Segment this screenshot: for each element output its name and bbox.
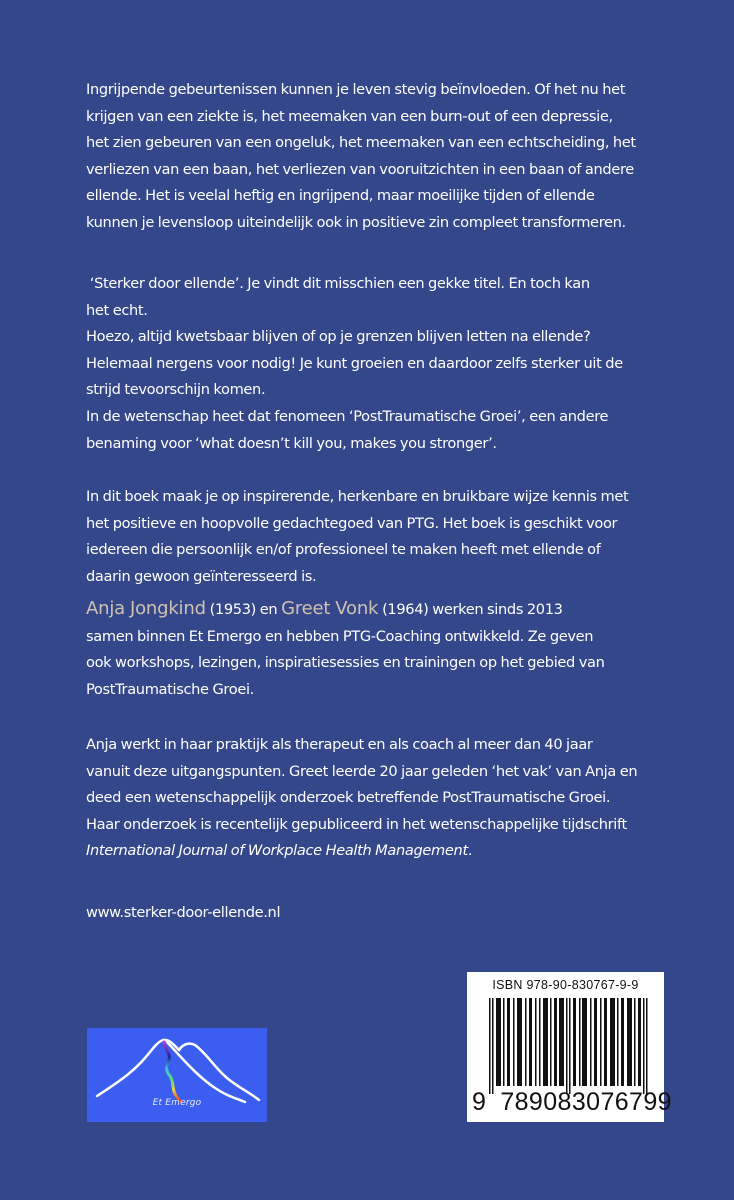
isbn-barcode	[467, 972, 672, 1122]
text-line: Ingrijpende gebeurtenissen kunnen je leven stevig beïnvloeden. Of het nu het	[86, 81, 626, 98]
text-line: kunnen je levensloop uiteindelijk ook in positieve zin compleet transformeren.	[86, 213, 626, 231]
text-line: ellende. Het is veelal heftig en ingrijpend, maar moeilijke tijden of ellende	[86, 187, 595, 205]
text-line: Anja werkt in haar praktijk als therapeut en als coach al meer dan 40 jaar	[86, 736, 593, 753]
text-line: verliezen van een baan, het verliezen van vooruitzichten in een baan of andere	[86, 160, 634, 178]
isbn-digits	[472, 1088, 672, 1116]
isbn-first-digit: 9	[472, 1088, 487, 1116]
text-line: PostTraumatische Groei.	[86, 680, 254, 698]
author-name-anja: Anja Jongkind	[86, 598, 206, 619]
barcode-icon	[489, 998, 657, 1094]
intro-paragraph	[86, 77, 686, 237]
text-line: benaming voor ‘what doesn’t kill you, makes you stronger’.	[86, 434, 497, 452]
text-line: daarin gewoon geïnteresseerd is.	[86, 567, 317, 585]
text-line: Helemaal nergens voor nodig! Je kunt groeien en daardoor zelfs sterker uit de	[86, 354, 623, 372]
authors-background-paragraph	[86, 732, 686, 865]
journal-title: International Journal of Workplace Health Management	[86, 842, 468, 860]
journal-line	[86, 838, 686, 865]
text-line: ook workshops, lezingen, inspiratiesessies en trainingen op het gebied van	[86, 654, 605, 672]
author-year-text: (1953) en	[205, 601, 282, 618]
text-line: het zien gebeuren van een ongeluk, het meemaken van een echtscheiding, het	[86, 134, 636, 152]
authors-first-line	[86, 596, 686, 624]
text-line: vanuit deze uitgangspunten. Greet leerde 20 jaar geleden ‘het vak’ van Anja en	[86, 762, 638, 780]
text-line: iedereen die persoonlijk en/of professioneel te maken heeft met ellende of	[86, 541, 601, 559]
text-line: het echt.	[86, 301, 148, 319]
text-line: In dit boek maak je op inspirerende, herkenbare en bruikbare wijze kennis met	[86, 488, 629, 505]
text-line: deed een wetenschappelijk onderzoek betreffende PostTraumatische Groei.	[86, 789, 611, 807]
author-name-greet: Greet Vonk	[281, 598, 379, 619]
book-description-paragraph	[86, 484, 686, 590]
logo-text: Et Emergo	[152, 1098, 202, 1108]
text-line: ‘Sterker door ellende’. Je vindt dit misschien een gekke titel. En toch kan	[86, 275, 590, 292]
text-line: strijd tevoorschijn komen.	[86, 381, 266, 399]
text-line: krijgen van een ziekte is, het meemaken van een burn-out of een depressie,	[86, 107, 613, 125]
et-emergo-logo	[87, 1028, 267, 1122]
isbn-number: 789083076799	[500, 1088, 672, 1116]
author-year-text: (1964) werken sinds 2013	[378, 601, 563, 618]
authors-paragraph	[86, 596, 686, 703]
journal-period: .	[467, 842, 473, 860]
title-explanation-paragraph	[86, 271, 686, 457]
text-line: Haar onderzoek is recentelijk gepubliceerd in het wetenschappelijke tijdschrift	[86, 815, 627, 833]
text-line: samen binnen Et Emergo en hebben PTG-Coaching ontwikkeld. Ze geven	[86, 627, 594, 645]
isbn-label: ISBN 978-90-830767-9-9	[492, 978, 639, 992]
text-line: In de wetenschap heet dat fenomeen ‘PostTraumatische Groei’, een andere	[86, 407, 609, 425]
website-link[interactable]: www.sterker-door-ellende.nl	[86, 904, 281, 921]
text-line: Hoezo, altijd kwetsbaar blijven of op je grenzen blijven letten na ellende?	[86, 328, 591, 346]
text-line: het positieve en hoopvolle gedachtegoed van PTG. Het boek is geschikt voor	[86, 514, 618, 532]
